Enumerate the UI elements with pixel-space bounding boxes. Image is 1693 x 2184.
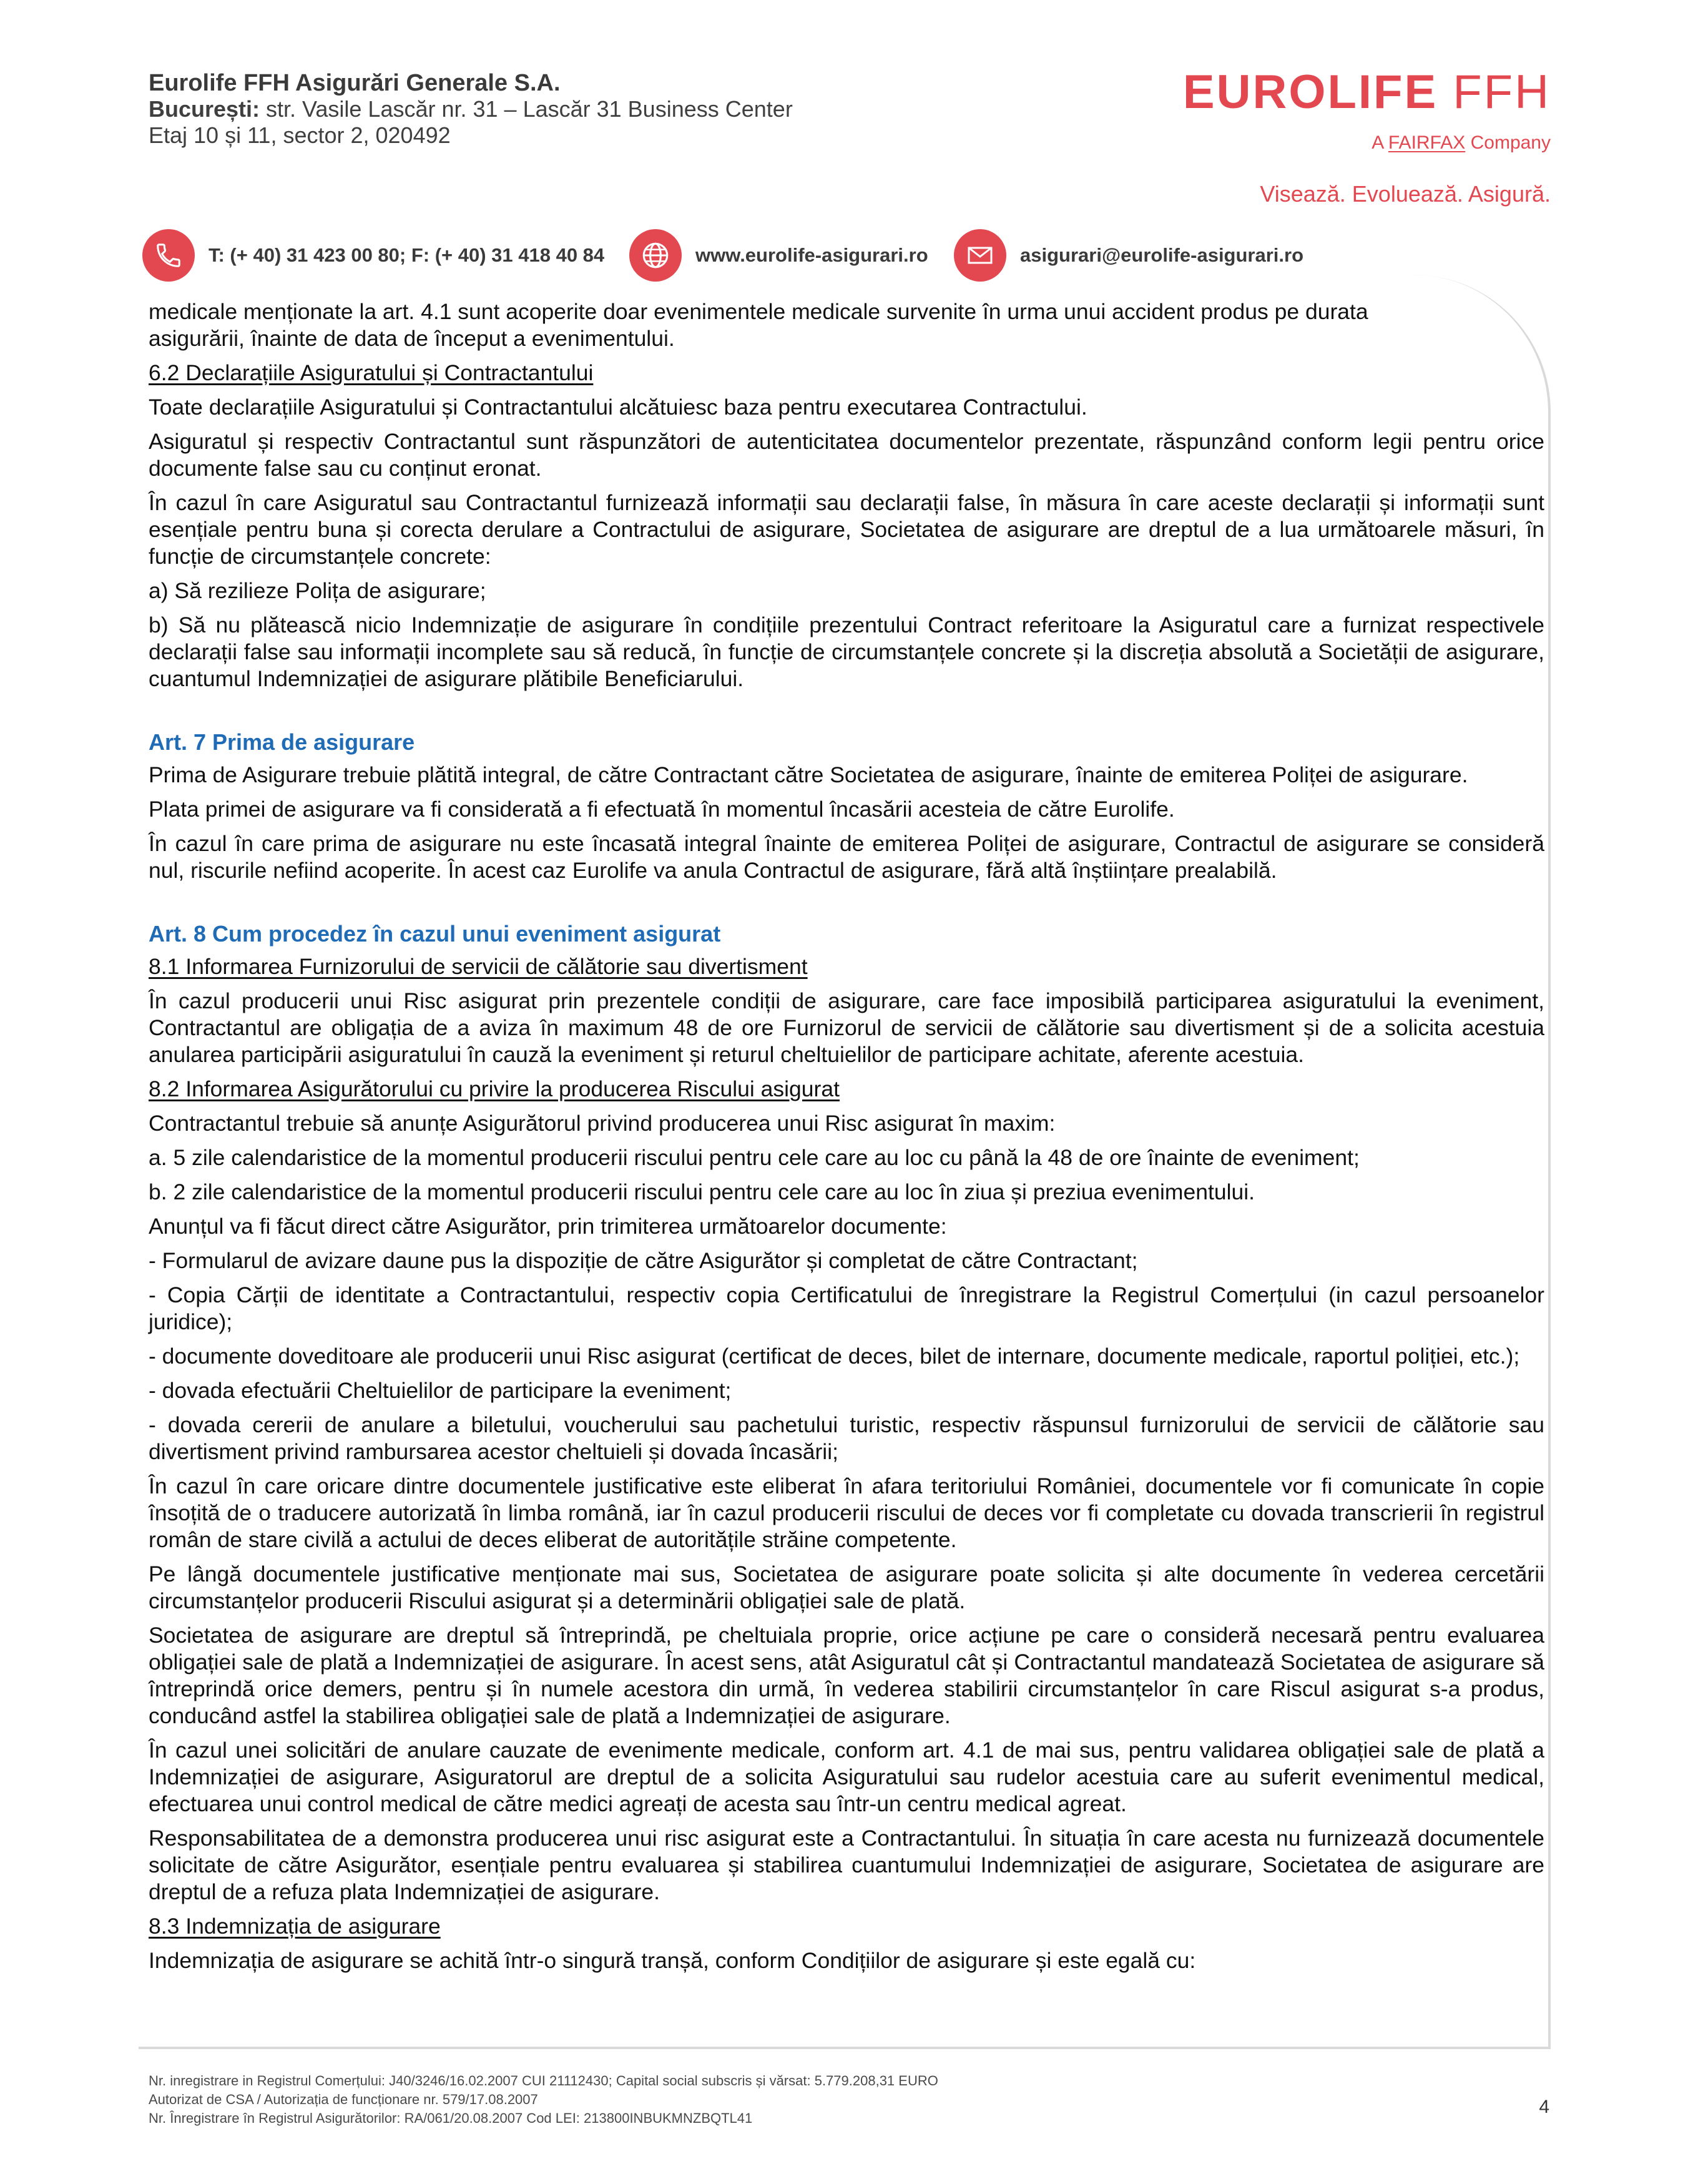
list-item: b) Să nu plătească nicio Indemnizație de asigurare în condițiile prezentului Contract referitoare la Asiguratul care a furnizat respectivele declarații false sau informații incomplete sau să reducă, în funcție de circumstanțele concrete și la discreția absolută a Societății de asigurare, cuantumul Indemnizației de asigurare plătibile Beneficiarului. <box>149 612 1544 691</box>
company-address-line2: Etaj 10 și 11, sector 2, 020492 <box>149 122 451 148</box>
company-header <box>149 70 793 149</box>
footer-insurer-register: Nr. Înregistrare în Registrul Asigurătorilor: RA/061/20.08.2007 Cod LEI: 213800INBUKMNZBQTL41 <box>149 2110 753 2126</box>
paragraph: Societatea de asigurare are dreptul să întreprindă, pe cheltuiala proprie, orice acțiune pe care o consideră necesară pentru evaluarea obligației sale de plată a Indemnizației de asigurare. În acest sens, atât Asiguratul cât și Contractantul mandatează Societatea de asigurare să întreprindă orice demers, pentru și în numele acestora din urmă, în vederea stabilirii circumstanțelor în care Riscul asigurat s-a produs, conducând astfel la stabilirea obligației sale de plată a Indemnizației de asigurare. <box>149 1623 1544 1728</box>
paragraph: În cazul în care prima de asigurare nu este încasată integral înainte de emiterea Poliței de asigurare, Contractul de asigurare se consideră nul, riscurile nefiind acoperite. În acest caz Eurolife va anula Contractul de asigurare, fără altă înștiințare prealabilă. <box>149 831 1544 883</box>
paragraph: În cazul producerii unui Risc asigurat prin prezentele condiții de asigurare, care face imposibilă participarea asiguratului la eveniment, Contractantul are obligația de a aviza în maximum 48 de ore Furnizorul de servicii de călătorie sau divertisment și de a solicita acestuia anularea participării asiguratului în cauză la eveniment și returul cheltuielilor de participare achitate, aferente acestuia. <box>149 988 1544 1067</box>
paragraph: În cazul în care Asiguratul sau Contractantul furnizează informații sau declarații false, în măsura în care aceste declarații și informații sunt esențiale pentru buna și corecta derulare a Contractului de asigurare, Societatea de asigurare are dreptul de a lua următoarele măsuri, în funcție de circumstanțele concrete: <box>149 490 1544 569</box>
paragraph: Prima de Asigurare trebuie plătită integral, de către Contractant către Societatea de asigurare, înainte de emiterea Poliței de asigurare. <box>149 762 1468 787</box>
phone-icon <box>142 229 195 282</box>
web-text[interactable]: www.eurolife-asigurari.ro <box>695 244 928 266</box>
logo-wordmark <box>1183 67 1551 117</box>
address-text: str. Vasile Lascăr nr. 31 – Lascăr 31 Business Center <box>260 96 793 122</box>
paragraph: Contractantul trebuie să anunțe Asigurătorul privind producerea unui Risc asigurat în maxim: <box>149 1111 1056 1136</box>
company-name: Eurolife FFH Asigurări Generale S.A. <box>149 70 561 96</box>
logo-tag-a: A <box>1372 132 1388 153</box>
section-title-8-3: 8.3 Indemnizația de asigurare <box>149 1914 441 1939</box>
company-address-line1 <box>149 96 793 122</box>
list-item: - documente doveditoare ale producerii unui Risc asigurat (certificat de deces, bilet de internare, documente medicale, raportul poliției, etc.); <box>149 1344 1520 1369</box>
footer-registration: Nr. inregistrare in Registrul Comerțului: J40/3246/16.02.2007 CUI 21112430; Capital social subscris și vărsat: 5.779.208,31 EURO <box>149 2073 938 2088</box>
footer-authorization: Autorizat de CSA / Autorizația de funcționare nr. 579/17.08.2007 <box>149 2092 538 2107</box>
phone-text: T: (+ 40) 31 423 00 80; F: (+ 40) 31 418 40 84 <box>209 244 605 266</box>
company-logo <box>1183 67 1551 207</box>
logo-tagline <box>1183 132 1551 154</box>
section-title-8-1: 8.1 Informarea Furnizorului de servicii de călătorie sau divertisment <box>149 954 808 979</box>
paragraph: Plata primei de asigurare va fi considerată a fi efectuată în momentul încasării acesteia de către Eurolife. <box>149 797 1175 822</box>
list-item: a) Să rezilieze Polița de asigurare; <box>149 578 486 603</box>
document-body <box>149 298 1544 1982</box>
page-footer <box>149 2072 938 2128</box>
logo-tag-company: Company <box>1465 132 1551 153</box>
section-title-6-2: 6.2 Declarațiile Asiguratului și Contractantului <box>149 360 594 385</box>
list-item: - Copia Cărții de identitate a Contractantului, respectiv copia Certificatului de înregistrare la Registrul Comerțului (in cazul persoanelor juridice); <box>149 1282 1544 1334</box>
paragraph: Indemnizația de asigurare se achită într-o singură tranșă, conform Condițiilor de asigurare și este egală cu: <box>149 1948 1196 1973</box>
logo-brand: EUROLIFE <box>1182 66 1438 119</box>
paragraph: În cazul unei solicitări de anulare cauzate de evenimente medicale, conform art. 4.1 de mai sus, pentru validarea obligației sale de plată a Indemnizației de asigurare, Asiguratorul are dreptul de a solicita Asiguratului sau rudelor acestuia care au suferit evenimentul medical, efectuarea unui control medical de către medici agreați de acesta sau într-un centru medical agreat. <box>149 1738 1544 1816</box>
paragraph: Pe lângă documentele justificative menționate mai sus, Societatea de asigurare poate solicita și alte documente în vederea cercetării circumstanțelor producerii Riscului asigurat și a determinării obligației sale de plată. <box>149 1562 1544 1613</box>
paragraph: În cazul în care oricare dintre documentele justificative este eliberat în afara teritoriului României, documentele vor fi comunicate în copie însoțită de o traducere autorizată în limba română, iar în cazul producerii riscului de deces vor fi completate cu dovada transcrierii în registrul român de stare civilă a actului de deces eliberat de autoritățile străine competente. <box>149 1473 1544 1552</box>
paragraph: Anunțul va fi făcut direct către Asigurător, prin trimiterea următoarelor documente: <box>149 1214 947 1239</box>
section-title-8-2: 8.2 Informarea Asigurătorului cu privire la producerea Riscului asigurat <box>149 1076 840 1101</box>
article-title-7: Art. 7 Prima de asigurare <box>149 729 415 755</box>
paragraph: Toate declarațiile Asiguratului și Contractantului alcătuiesc baza pentru executarea Contractului. <box>149 395 1087 420</box>
list-item: a. 5 zile calendaristice de la momentul producerii riscului pentru cele care au loc cu până la 48 de ore înainte de eveniment; <box>149 1145 1360 1170</box>
page-number: 4 <box>1539 2097 1549 2117</box>
article-title-8: Art. 8 Cum procedez în cazul unui eveniment asigurat <box>149 921 721 947</box>
email-text[interactable]: asigurari@eurolife-asigurari.ro <box>1020 244 1304 266</box>
logo-ffh: FFH <box>1438 66 1551 119</box>
paragraph: medicale menționate la art. 4.1 sunt acoperite doar evenimentele medicale survenite în urma unui accident produs pe durata asigurării, înainte de data de început a evenimentului. <box>149 299 1368 351</box>
address-label: București: <box>149 96 260 122</box>
list-item: - Formularul de avizare daune pus la dispoziție de către Asigurător și completat de către Contractant; <box>149 1248 1138 1273</box>
list-item: - dovada efectuării Cheltuielilor de participare la eveniment; <box>149 1378 732 1403</box>
globe-icon <box>629 229 682 282</box>
slogan: Visează. Evoluează. Asigură. <box>1260 181 1551 207</box>
paragraph: Asiguratul și respectiv Contractantul sunt răspunzători de autenticitatea documentelor prezentate, răspunzând conform legii pentru orice documente false sau cu conținut eronat. <box>149 429 1544 481</box>
list-item: b. 2 zile calendaristice de la momentul producerii riscului pentru cele care au loc în ziua și preziua evenimentului. <box>149 1179 1255 1204</box>
logo-tag-fairfax: FAIRFAX <box>1388 132 1466 153</box>
paragraph: Responsabilitatea de a demonstra producerea unui risc asigurat este a Contractantului. În situația în care acesta nu furnizează documentele solicitate de către Asigurător, esențiale pentru evaluarea și stabilirea cuantumului Indemnizației de asigurare, Societatea de asigurare are dreptul de a refuza plata Indemnizației de asigurare. <box>149 1826 1544 1904</box>
list-item: - dovada cererii de anulare a biletului, voucherului sau pachetului turistic, respectiv răspunsul furnizorului de servicii de călătorie sau divertisment privind rambursarea acestor cheltuieli și dovada încasării; <box>149 1412 1544 1464</box>
envelope-icon <box>954 229 1006 282</box>
